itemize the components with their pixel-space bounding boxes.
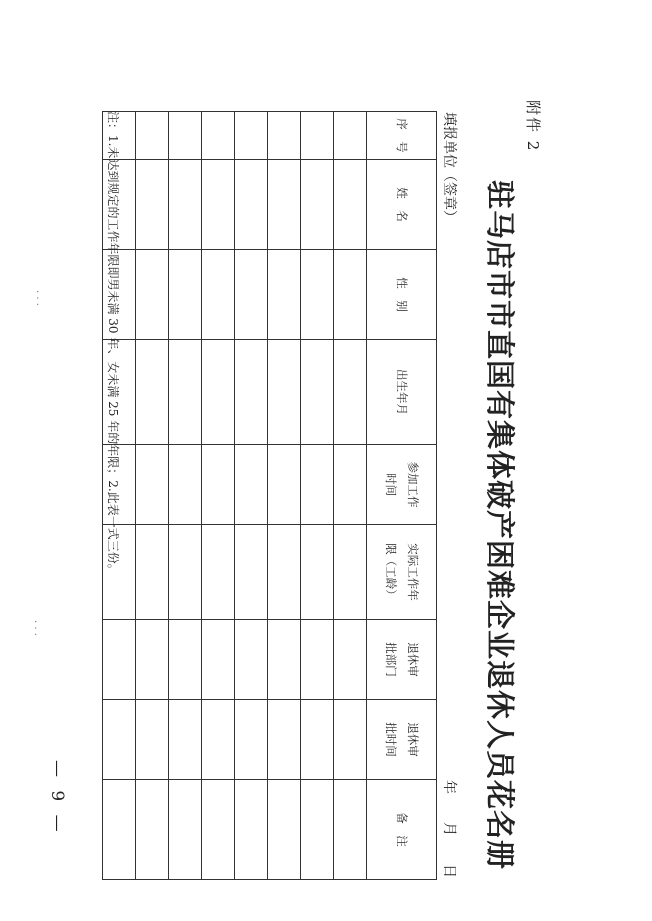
table-cell [268,340,301,445]
table-cell [136,340,169,445]
table-cell [268,780,301,880]
header-approval-time-line1: 退休审 [406,722,421,757]
table-row [136,112,169,880]
footnote: 注：1.未达到规定的工作年限即男未满 30 年、女未满 25 年的年限；2.此表一式三份。 [106,111,120,576]
header-approval-dept-line2: 批部门 [384,642,399,677]
header-approval-time-line2: 批时间 [384,722,399,757]
retiree-roster-table [102,111,437,880]
table-header [367,112,437,880]
table-cell [268,250,301,340]
table-cell [202,525,235,620]
table-cell [268,112,301,160]
header-actual-years-line1: 实际工作年 [406,543,421,601]
table-cell [136,780,169,880]
table-cell [202,620,235,700]
table-row [235,112,268,880]
table-cell [103,700,136,780]
table-cell [136,620,169,700]
table-cell [202,250,235,340]
table-cell [136,525,169,620]
table-cell [334,112,367,160]
table-cell [235,620,268,700]
table-cell [301,445,334,525]
table-row [334,112,367,880]
header-name: 姓 名 [367,160,437,250]
table-cell [169,700,202,780]
table-cell [301,160,334,250]
table-cell [334,780,367,880]
table-cell [334,250,367,340]
header-actual-years-line2: 限（工龄） [384,543,399,601]
header-approval-dept-line1: 退休审 [406,642,421,677]
table-cell [169,445,202,525]
table-cell [169,525,202,620]
header-work-start [367,445,437,525]
table-cell [136,250,169,340]
table-cell [334,160,367,250]
table-cell [202,445,235,525]
table-cell [334,620,367,700]
table-row [169,112,202,880]
table-cell [103,780,136,880]
table-cell [235,340,268,445]
table-cell [268,620,301,700]
table-cell [202,700,235,780]
table-cell [103,620,136,700]
table-cell [202,340,235,445]
table-cell [301,780,334,880]
table-row [268,112,301,880]
table-cell [169,112,202,160]
header-seq: 序 号 [367,112,437,160]
table-cell [169,160,202,250]
reporting-unit-label: 填报单位（签章） [441,112,457,224]
table-cell [301,620,334,700]
header-gender: 性 别 [367,250,437,340]
table-cell [268,445,301,525]
table-cell [136,112,169,160]
scan-speck: · · · [29,620,40,636]
table-cell [202,160,235,250]
table-cell [301,112,334,160]
table-cell [268,160,301,250]
table-cell [169,250,202,340]
table-cell [334,525,367,620]
table-row [202,112,235,880]
table-cell [268,700,301,780]
table-cell [235,525,268,620]
header-birth: 出生年月 [367,340,437,445]
table-cell [202,112,235,160]
table-cell [169,620,202,700]
scan-speck: · · · [31,290,42,306]
table-cell [235,700,268,780]
table-cell [235,445,268,525]
table-cell [268,525,301,620]
table-cell [301,250,334,340]
table-cell [334,340,367,445]
table-cell [235,160,268,250]
attachment-label: 附件 2 [524,100,542,153]
table-cell [136,700,169,780]
table-body [103,112,367,880]
table-cell [202,780,235,880]
table-cell [334,445,367,525]
page-title: 驻马店市市直国有集体破产困难企业退休人员花名册 [483,180,517,871]
table-row [301,112,334,880]
table-cell [301,700,334,780]
table-cell [334,700,367,780]
table-cell [136,445,169,525]
page-number: — 9 — [47,760,67,836]
table-cell [169,340,202,445]
header-work-start-line2: 时间 [384,473,399,496]
table-cell [301,340,334,445]
table-cell [235,250,268,340]
table-cell [136,160,169,250]
header-actual-years [367,525,437,620]
table-cell [235,112,268,160]
table-cell [235,780,268,880]
header-approval-dept [367,620,437,700]
date-label: 年 月 日 [441,780,457,878]
header-remarks: 备 注 [367,780,437,880]
header-work-start-line1: 参加工作 [406,461,421,508]
table-cell [301,525,334,620]
table-cell [169,780,202,880]
header-approval-time [367,700,437,780]
